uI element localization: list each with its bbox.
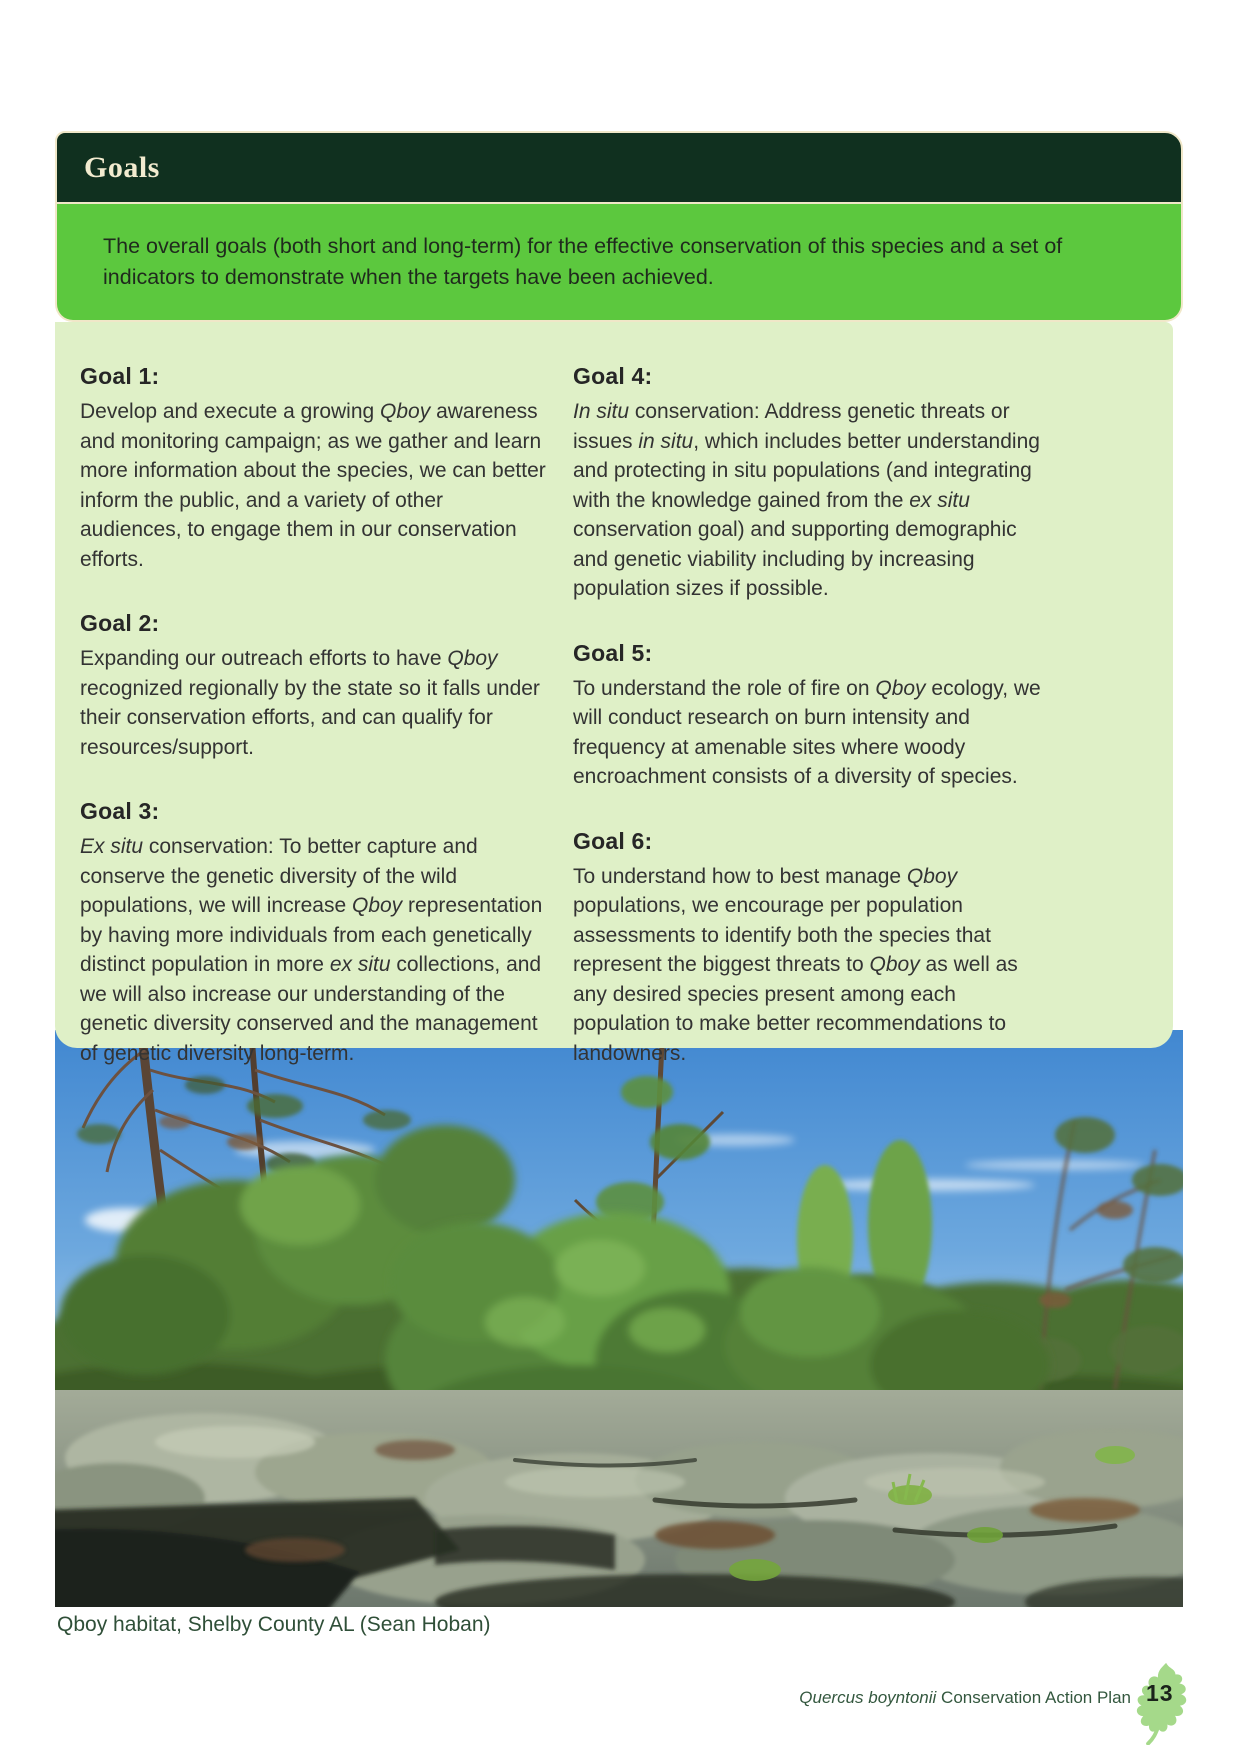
goal-2-heading: Goal 2: [80, 610, 160, 636]
goal-5 [573, 640, 1042, 792]
goal-6-heading: Goal 6: [573, 827, 653, 854]
goal-4 [573, 363, 1042, 604]
goal-6 [573, 828, 1042, 1069]
goal-3-body: Ex situ conservation: To better capture and conserve the genetic diversity of the wild populations, we will increase Qboy representation by having more individuals from each genetically distinct population in more ex situ collections, and we will also increase our understanding of the genetic diversity conserved and the management of genetic diversity long-term. [80, 835, 543, 1065]
goal-6-body: To understand how to best manage Qboy populations, we encourage per population assessments to identify both the species that represent the biggest threats to Qboy as well as any desired species present among each population to make better recommendations to landowners. [573, 864, 1018, 1065]
page-number: 13 [1146, 1680, 1174, 1706]
goal-4-body: In situ conservation: Address genetic threats or issues in situ, which includes better understanding and protecting in situ populations (and integrating with the knowledge gained from the ex situ conservation goal) and supporting demographic and genetic viability including by increasing population sizes if possible. [573, 400, 1040, 600]
intro-callout [55, 204, 1183, 322]
goal-3 [80, 798, 549, 1068]
goal-1-heading: Goal 1: [80, 363, 160, 389]
section-title: Goals [84, 150, 160, 184]
goal-4-heading: Goal 4: [573, 363, 653, 389]
goal-1 [80, 363, 549, 574]
rock-field [55, 1390, 1183, 1607]
photo-caption: Qboy habitat, Shelby County AL (Sean Hoban) [57, 1613, 491, 1636]
section-header [55, 131, 1183, 204]
goal-1-body: Develop and execute a growing Qboy awareness and monitoring campaign; as we gather and learn more information about the species, we can better inform the public, and a variety of other audiences, to engage them in our conservation efforts. [80, 400, 546, 571]
habitat-photo [55, 1030, 1183, 1607]
goal-2-body: Expanding our outreach efforts to have Qboy recognized regionally by the state so it falls under their conservation efforts, and can qualify for resources/support. [80, 647, 540, 759]
goals-column-left [80, 363, 549, 1068]
habitat-photo-illustration [55, 1030, 1183, 1607]
goal-5-body: To understand the role of fire on Qboy ecology, we will conduct research on burn intensity and frequency at amenable sites where woody encroachment consists of a diversity of species. [573, 676, 1041, 788]
goal-5-heading: Goal 5: [573, 639, 653, 666]
goals-column-right [573, 363, 1042, 1068]
goals-panel [55, 322, 1173, 1065]
footer-document-title: Quercus boyntonii Conservation Action Plan [799, 1688, 1131, 1707]
goal-2 [80, 610, 549, 762]
goal-3-heading: Goal 3: [80, 798, 160, 824]
intro-text: The overall goals (both short and long-term) for the effective conservation of this species and a set of indicators to demonstrate when the targets have been achieved. [103, 234, 1063, 289]
goals-columns [80, 363, 1043, 1068]
